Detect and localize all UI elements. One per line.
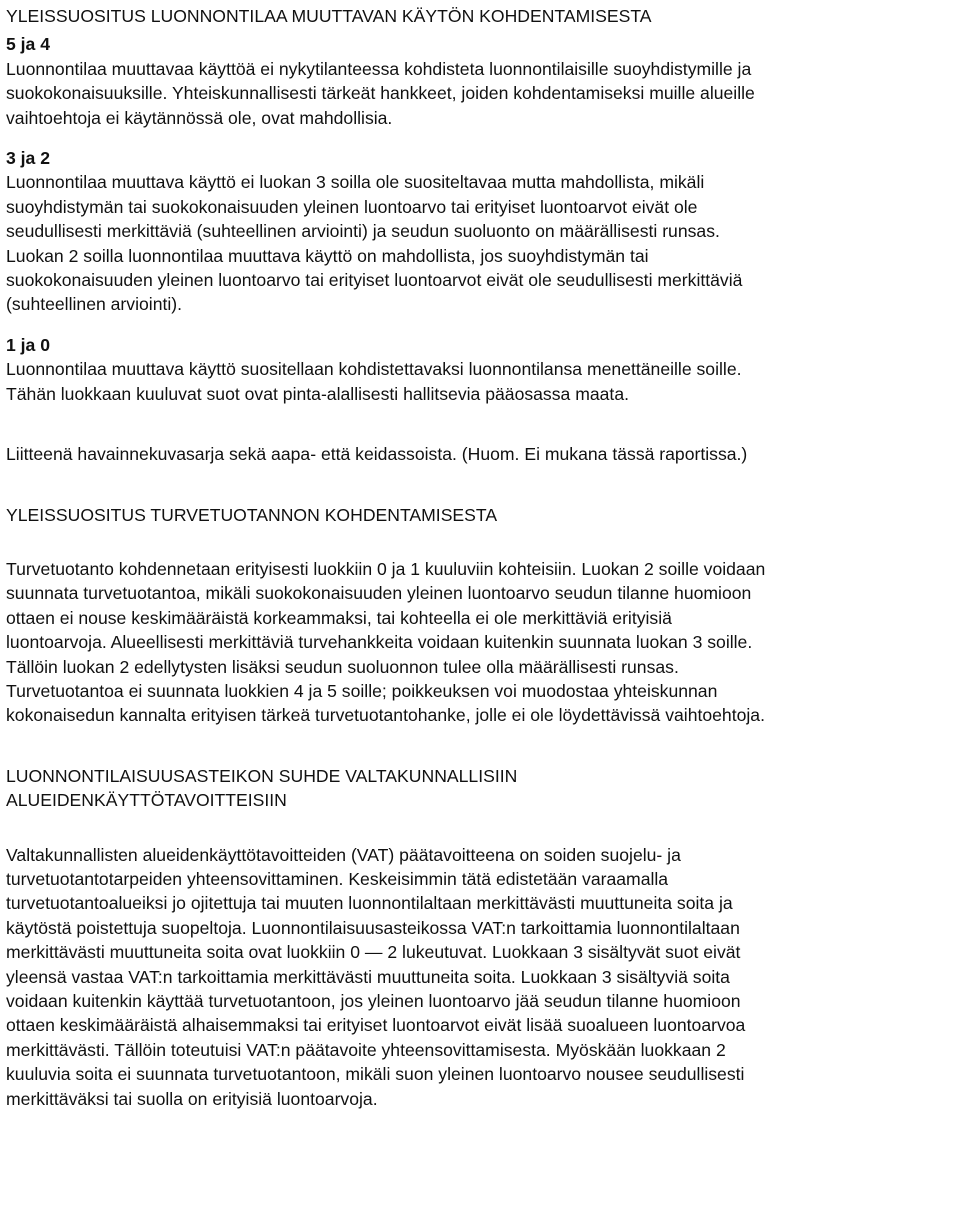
paragraph-line: turvetuotantotarpeiden yhteensovittaminen. Keskeisimmin tätä edistetään varaamalla: [6, 868, 669, 889]
paragraph-line: vaihtoehtoja ei käytännössä ole, ovat mahdollisia.: [6, 107, 393, 128]
paragraph-line: suokokonaisuuksille. Yhteiskunnallisesti tärkeät hankkeet, joiden kohdentamiseksi muille alueille: [6, 83, 755, 104]
paragraph-line: ottaen keskimääräistä alhaisemmaksi tai erityiset luontoarvot eivät lisää suoalueen luontoarvoa: [6, 1015, 746, 1036]
section-heading-vat-suhde: LUONNONTILAISUUSASTEIKON SUHDE VALTAKUNNALLISIIN: [6, 765, 518, 786]
paragraph-line: yleensä vastaa VAT:n tarkoittamia merkittävästi muuttuneita soita. Luokkaan 3 sisältyviä soita: [6, 966, 730, 987]
paragraph-line: Luonnontilaa muuttavaa käyttöä ei nykytilanteessa kohdisteta luonnontilaisille suoyhdistymille ja: [6, 58, 752, 79]
paragraph-line: Valtakunnallisten alueidenkäyttötavoitteiden (VAT) päätavoitteena on soiden suojelu- ja: [6, 844, 681, 865]
subheading-5-ja-4: 5 ja 4: [6, 34, 51, 55]
paragraph-line: Turvetuotanto kohdennetaan erityisesti luokkiin 0 ja 1 kuuluviin kohteisiin. Luokan 2 soille voidaan: [6, 558, 766, 579]
paragraph-line: kokonaisedun kannalta erityisen tärkeä turvetuotantohanke, jolle ei ole löydettävissä vaihtoehtoja.: [6, 705, 765, 726]
paragraph-line: Luonnontilaa muuttava käyttö ei luokan 3 soilla ole suositeltavaa mutta mahdollista, mikäli: [6, 172, 705, 193]
paragraph-line: luontoarvoja. Alueellisesti merkittäviä turvehankkeita voidaan kuitenkin suunnata luokan 3 soille.: [6, 632, 753, 653]
section-heading-turvetuotanto: YLEISSUOSITUS TURVETUOTANNON KOHDENTAMISESTA: [6, 504, 498, 525]
paragraph-line: seudullisesti merkittäviä (suhteellinen arviointi) ja seudun suoluonto on määrällisesti runsas.: [6, 221, 720, 242]
paragraph-line: merkittävästi. Tällöin toteutuisi VAT:n päätavoite yhteensovittamisesta. Myöskään luokkaan 2: [6, 1039, 726, 1060]
paragraph-line: Luonnontilaa muuttava käyttö suositellaan kohdistettavaksi luonnontilansa menettäneille soille.: [6, 359, 742, 380]
paragraph-line: kuuluvia soita ei suunnata turvetuotantoon, mikäli suon yleinen luontoarvo nousee seudullisesti: [6, 1064, 745, 1085]
paragraph-line: Luokan 2 soilla luonnontilaa muuttava käyttö on mahdollista, jos suoyhdistymän tai: [6, 245, 649, 266]
paragraph-line: Tähän luokkaan kuuluvat suot ovat pinta-alallisesti hallitsevia pääosassa maata.: [6, 383, 629, 404]
paragraph-line: suokokonaisuuden yleinen luontoarvo tai erityiset luontoarvot eivät ole seudullisesti merkittäviä: [6, 270, 743, 291]
paragraph-line: (suhteellinen arviointi).: [6, 294, 183, 315]
paragraph-line: suunnata turvetuotantoa, mikäli suokokonaisuuden yleinen luontoarvo seudun tilanne huomioon: [6, 583, 752, 604]
appendix-note: Liitteenä havainnekuvasarja sekä aapa- että keidassoista. (Huom. Ei mukana tässä raportissa.): [6, 444, 748, 465]
paragraph-line: ottaen ei nouse keskimääräistä korkeammaksi, tai kohteella ei ole merkittäviä erityisiä: [6, 607, 672, 628]
section-heading-vat-suhde-cont: ALUEIDENKÄYTTÖTAVOITTEISIIN: [6, 790, 287, 811]
paragraph-line: merkittävästi muuttuneita soita ovat luokkiin 0 — 2 lukeutuvat. Luokkaan 3 sisältyvät suot eivät: [6, 942, 741, 963]
paragraph-line: suoyhdistymän tai suokokonaisuuden yleinen luontoarvo tai erityiset luontoarvot eivät ole: [6, 196, 698, 217]
paragraph-line: turvetuotantoalueiksi jo ojitettuja tai muuten luonnontilaltaan merkittävästi muuttuneita soita ja: [6, 893, 733, 914]
section-heading-kayton-kohdentaminen: YLEISSUOSITUS LUONNONTILAA MUUTTAVAN KÄYTÖN KOHDENTAMISESTA: [6, 6, 652, 26]
paragraph-line: voidaan kuitenkin käyttää turvetuotantoon, jos yleinen luontoarvo jää seudun tilanne huomioon: [6, 991, 741, 1011]
subheading-3-ja-2: 3 ja 2: [6, 148, 51, 169]
paragraph-line: käytöstä poistettuja suopeltoja. Luonnontilaisuusasteikossa VAT:n tarkoittamia luonnontilaltaan: [6, 917, 740, 938]
paragraph-line: Tällöin luokan 2 edellytysten lisäksi seudun suoluonnon tulee olla määrällisesti runsas.: [6, 656, 679, 677]
paragraph-line: merkittäväksi tai suolla on erityisiä luontoarvoja.: [6, 1088, 378, 1109]
document-page: [6, 4, 956, 1111]
subheading-1-ja-0: 1 ja 0: [6, 334, 51, 355]
paragraph-line: Turvetuotantoa ei suunnata luokkien 4 ja 5 soille; poikkeuksen voi muodostaa yhteiskunnan: [6, 680, 718, 701]
